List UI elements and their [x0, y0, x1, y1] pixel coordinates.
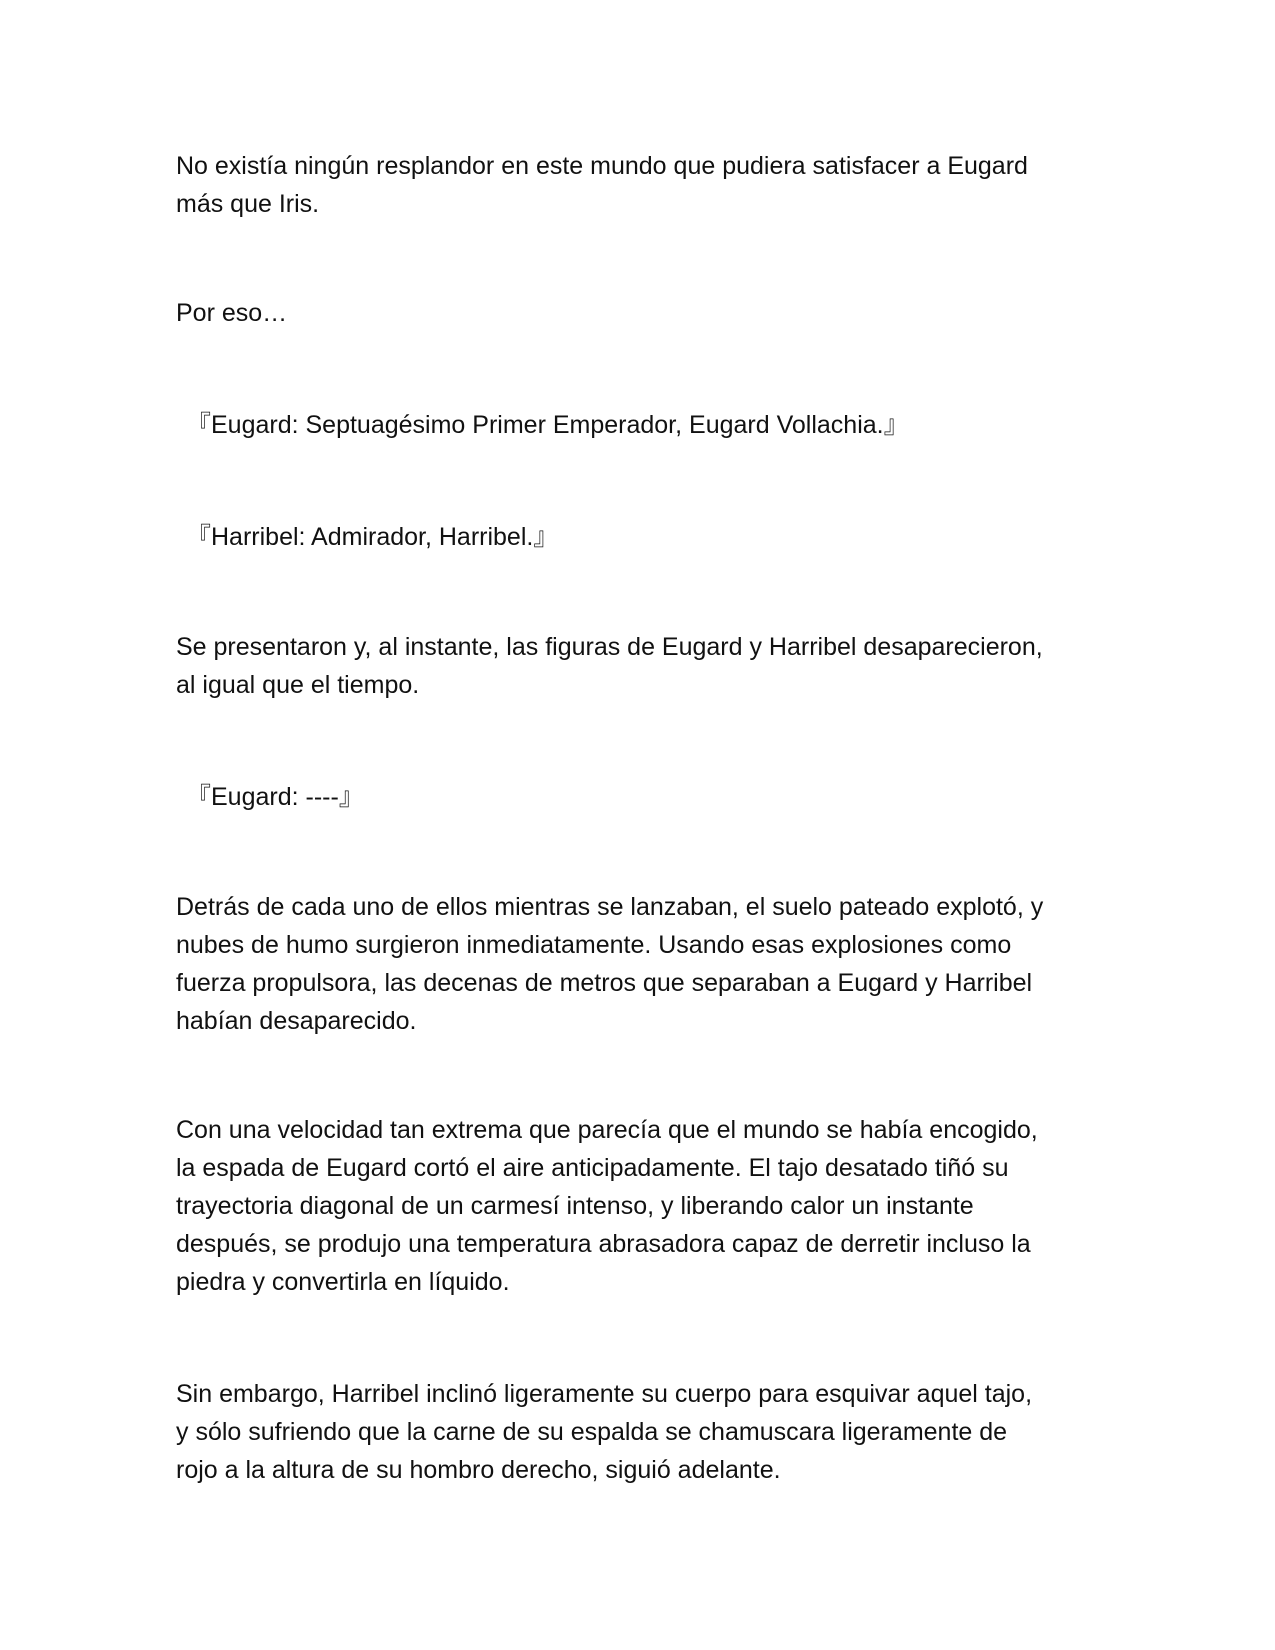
dialogue-eugard-dash [186, 778, 1106, 816]
paragraph-line: al igual que el tiempo. [176, 671, 420, 699]
paragraph-9 [176, 1375, 1096, 1489]
paragraph-line: la espada de Eugard cortó el aire anticipadamente. El tajo desatado tiñó su [176, 1154, 1009, 1182]
paragraph-line: rojo a la altura de su hombro derecho, siguió adelante. [176, 1456, 781, 1484]
paragraph-5 [176, 628, 1096, 704]
paragraph-line: piedra y convertirla en líquido. [176, 1268, 510, 1296]
paragraph-line: después, se produjo una temperatura abrasadora capaz de derretir incluso la [176, 1230, 1031, 1258]
paragraph-line: Detrás de cada uno de ellos mientras se lanzaban, el suelo pateado explotó, y [176, 893, 1044, 921]
paragraph-line: y sólo sufriendo que la carne de su espalda se chamuscara ligeramente de [176, 1418, 1008, 1446]
paragraph-2 [176, 294, 1096, 332]
paragraph-line: Por eso… [176, 299, 288, 327]
paragraph-line: habían desaparecido. [176, 1007, 417, 1035]
paragraph-8 [176, 1111, 1096, 1301]
dialogue-harribel-introduction [186, 518, 1106, 556]
paragraph-line: más que Iris. [176, 190, 320, 218]
paragraph-1 [176, 147, 1096, 223]
dialogue-eugard-introduction [186, 406, 1106, 444]
dialogue-line: 『Eugard: ----』 [186, 783, 364, 811]
paragraph-line: Con una velocidad tan extrema que parecía que el mundo se había encogido, [176, 1116, 1038, 1144]
paragraph-line: Sin embargo, Harribel inclinó ligeramente su cuerpo para esquivar aquel tajo, [176, 1380, 1033, 1408]
dialogue-line: 『Eugard: Septuagésimo Primer Emperador, Eugard Vollachia.』 [186, 411, 909, 439]
paragraph-line: trayectoria diagonal de un carmesí intenso, y liberando calor un instante [176, 1192, 974, 1220]
paragraph-line: fuerza propulsora, las decenas de metros que separaban a Eugard y Harribel [176, 969, 1033, 997]
paragraph-7 [176, 888, 1096, 1040]
paragraph-line: nubes de humo surgieron inmediatamente. Usando esas explosiones como [176, 931, 1012, 959]
dialogue-line: 『Harribel: Admirador, Harribel.』 [186, 523, 559, 551]
paragraph-line: Se presentaron y, al instante, las figuras de Eugard y Harribel desaparecieron, [176, 633, 1043, 661]
paragraph-line: No existía ningún resplandor en este mundo que pudiera satisfacer a Eugard [176, 152, 1028, 180]
